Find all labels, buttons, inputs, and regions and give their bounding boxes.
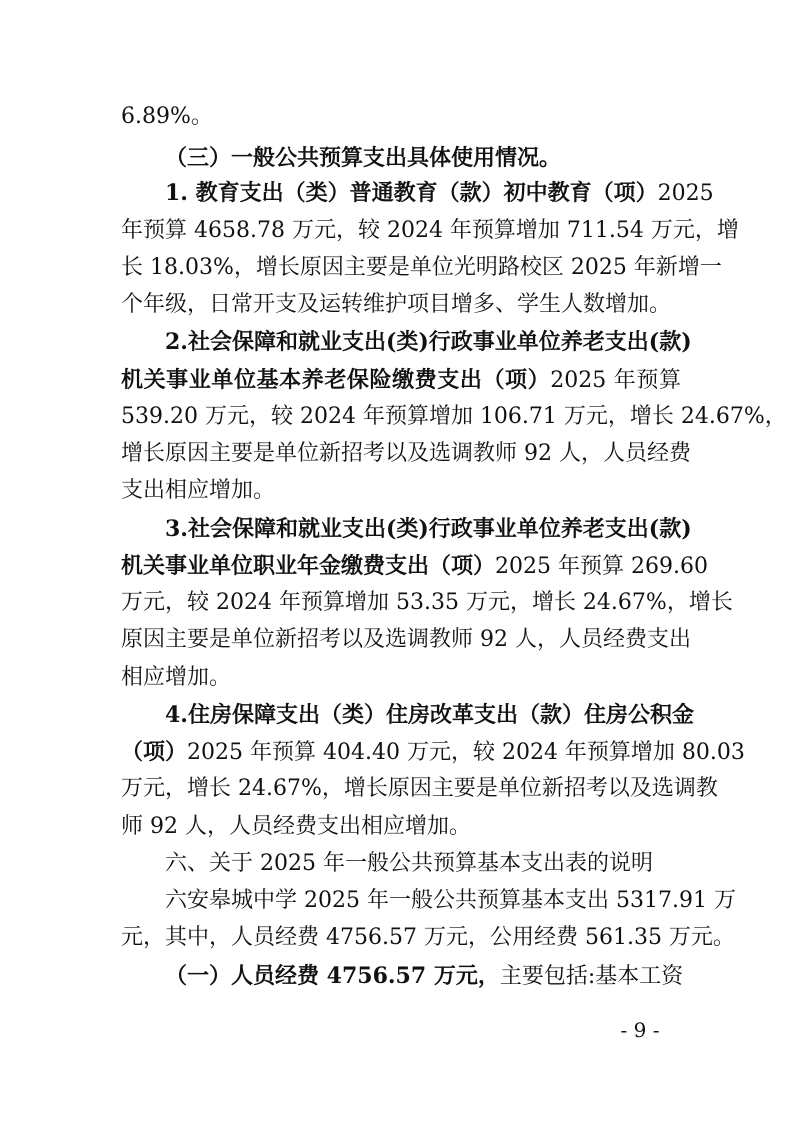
item-heading: （项） — [121, 739, 188, 765]
item-heading — [165, 329, 692, 355]
text-line — [121, 627, 691, 653]
text-line — [165, 180, 714, 207]
text-line — [121, 553, 708, 580]
text-line — [121, 776, 718, 802]
text-line — [121, 590, 733, 616]
text-segment: 4.住房保障支出（类）住房改革支出（款）住房公积金 — [165, 702, 694, 728]
item-heading: 机关事业单位职业年金缴费支出（项） — [121, 553, 496, 579]
text-line — [121, 292, 681, 318]
text-segment: 原因主要是单位新招考以及选调教师 92 人，人员经费支出 — [121, 627, 691, 652]
text-line — [121, 925, 735, 951]
item-heading: （一）人员经费 4756.57 万元， — [165, 963, 500, 989]
section-heading — [165, 851, 681, 877]
item-heading: 1. 教育支出（类）普通教育（款）初中教育（项） — [165, 180, 658, 206]
text-segment: 539.20 万元，较 2024 年预算增加 106.71 万元，增长 24.67%， — [121, 404, 787, 429]
text-segment: 元，其中，人员经费 4756.57 万元，公用经费 561.35 万元。 — [121, 925, 735, 950]
text-segment: 6.89%。 — [121, 104, 213, 129]
text-line — [121, 404, 787, 430]
text-segment: 2.社会保障和就业支出(类)行政事业单位养老支出(款) — [165, 329, 692, 355]
text-segment: 个年级，日常开支及运转维护项目增多、学生人数增加。 — [121, 292, 672, 317]
text-segment: 相应增加。 — [121, 665, 232, 690]
text-line — [121, 739, 745, 766]
text-segment: 万元，较 2024 年预算增加 53.35 万元，增长 24.67%，增长 — [121, 590, 733, 615]
text-segment: 2025 年预算 404.40 万元，较 2024 年预算增加 80.03 — [187, 740, 745, 765]
text-segment: 主要包括:基本工资 — [499, 964, 684, 989]
text-segment: （三）一般公共预算支出具体使用情况。 — [165, 145, 562, 171]
text-line — [121, 478, 681, 504]
item-heading: 机关事业单位基本养老保险缴费支出（项） — [121, 367, 551, 393]
text-line — [121, 814, 681, 840]
text-segment: 六、关于 2025 年一般公共预算基本支出表的说明 — [165, 851, 653, 876]
text-line — [165, 888, 736, 914]
text-segment: 2025 年预算 — [550, 368, 681, 393]
page-number: - 9 - — [620, 1018, 660, 1042]
text-segment: 长 18.03%，增长原因主要是单位光明路校区 2025 年新增一 — [121, 255, 722, 280]
text-segment: 年预算 4658.78 万元，较 2024 年预算增加 711.54 万元，增 — [121, 218, 739, 243]
text-line — [121, 255, 722, 281]
text-segment: 万元，增长 24.67%，增长原因主要是单位新招考以及选调教 — [121, 776, 718, 801]
text-line — [121, 218, 739, 244]
text-line — [121, 104, 681, 130]
text-line — [121, 367, 681, 394]
text-segment: 增长原因主要是单位新招考以及选调教师 92 人，人员经费 — [121, 441, 691, 466]
text-segment: 2025 年预算 269.60 — [495, 554, 708, 579]
section-heading — [165, 145, 565, 171]
text-line — [165, 963, 684, 990]
item-heading — [165, 702, 694, 728]
text-segment: 2025 — [657, 181, 714, 206]
text-line — [121, 441, 691, 467]
text-segment: 支出相应增加。 — [121, 478, 276, 503]
item-heading — [165, 516, 692, 542]
text-segment: 师 92 人，人员经费支出相应增加。 — [121, 814, 471, 839]
text-line — [121, 665, 681, 691]
text-segment: 3.社会保障和就业支出(类)行政事业单位养老支出(款) — [165, 516, 692, 542]
text-segment: 六安皋城中学 2025 年一般公共预算基本支出 5317.91 万 — [165, 888, 736, 913]
